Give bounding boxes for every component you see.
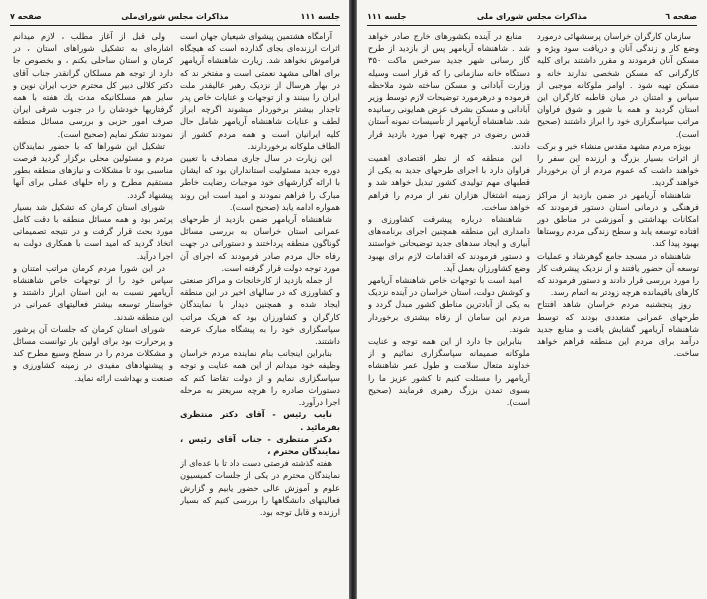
page-header xyxy=(367,10,697,24)
paragraph: بویژه مردم مشهد مقدس منشاء خیر و برکت از اثرات بسیار بزرگ و ارزنده این سفر را خواهند داشت که عموم مردم از آن برخوردار خواهند گردید. xyxy=(537,140,699,188)
page-number: صفحه ۷ xyxy=(10,12,42,21)
left-page xyxy=(0,0,350,599)
page-number: صفحه ٦ xyxy=(665,12,697,21)
chair-remark: نایب رئیس - آقای دکتر منتظری بفرمائید . xyxy=(180,409,340,432)
paragraph: در این شورا مردم کرمان مراتب امتنان و سپاس خود را از توجهات خاص شاهنشاه آریامهر نسبت به این استان ابراز داشتند و خواستار توسعه بیشتر فعالیتهای عمرانی در این منطقه شدند. xyxy=(13,262,173,322)
text-column-left xyxy=(368,30,530,595)
session-number: جلسه ۱۱۱ xyxy=(300,12,340,21)
session-number: جلسه ۱۱۱ xyxy=(367,12,407,21)
paragraph: منابع در آینده بکشورهای خارج صادر خواهد شد . شاهنشاه آریامهر پس از بازدید از طرح گاز رسانی شهر جدید سرخس ماکت ۳۵۰ دستگاه خانه سازمانی را که قرار است وسیله وزارت آبادانی و مسکن ساخته شود ملاحظه فرموده و درهرمورد توضیحات لازم توسط وزیر آبادانی و مسکن بشرف عرض همایونی رسانیده شد. شاهنشاه آریامهر از تأسیسات نمونه آستان قدس رضوی در چهره تهرا مورد بازدید قرار دادند. xyxy=(368,31,530,151)
paragraph: این منطقه که از نظر اقتصادی اهمیت فراوان دارد با اجرای طرحهای جدید به یکی از قطبهای مهم تولیدی کشور تبدیل خواهد شد و زمینه اشتغال هزاران نفر از مردم را فراهم خواهد ساخت. xyxy=(368,153,530,212)
text-column-right xyxy=(537,30,699,595)
paragraph: سازمان کارگران خراسان پرسشهائی درمورد وضع کار و زندگی آنان و دریافت سود ویژه و مسکن آنان فرمودند و مقرر داشتند برای کلیه کارگرانی که مسکن شخصی ندارند خانه و مسکن تهیه شود . اوامر ملوکانه موجبی از سپاس و امتنان در میان قاطبه کارگران این استان گردید و همه با شور و شوق فراوان مراتب سپاسگزاری خود را ابراز داشتند (صحیح است). xyxy=(537,31,699,139)
paragraph: شاهنشاه درباره پیشرفت کشاورزی و دامداری این منطقه همچنین اجرای برنامه‌های آبیاری و ایجاد سدهای جدید توضیحاتی خواستند و دستور فرمودند که اقدامات لازم برای بهبود وضع کشاورزان بعمل آید. xyxy=(368,214,530,273)
paragraph: شورای استان کرمان که تشکیل شد بسیار پرثمر بود و همه مسائل منطقه با دقت کامل مورد بحث قرار گرفت و در نتیجه تصمیماتی اتخاذ گردید که امید است با همکاری دولت به اجرا درآید. xyxy=(13,201,173,261)
publication-title: مذاکرات مجلس شورای ملی xyxy=(476,12,588,21)
paragraph: آرامگاه هشتمین پیشوای شیعیان جهان است اثرات ارزنده‌ای بجای گذارده است که هیچگاه فراموش نخواهد شد. زیارت شاهنشاه آریامهر برای اهالی مشهد نعمتی است و مفتخر ند که در بهار هرسال از نزدیک رهبر عالیقدر ملت ایران را ببینند و از توجهات و عنایات خاص پدر تاجدار بیشتر برخوردار میشوند اگرچه ابراز لطف و عنایات شاهنشاه آریامهر شامل حال کلیه ایرانیان است و همه مردم کشور از الطاف ملوکانه برخوردارند. xyxy=(180,31,340,151)
paragraph: روز پنجشنبه مردم خراسان شاهد افتتاح طرحهای عمرانی متعددی بودند که توسط شاهنشاه آریامهر گشایش یافت و منابع جدید درآمد برای مردم این منطقه فراهم خواهد ساخت. xyxy=(537,299,699,359)
text-column-right xyxy=(180,30,340,595)
header-rule xyxy=(367,25,697,27)
paragraph: تشکیل این شوراها که با حضور نمایندگان مردم و مسئولین محلی برگزار گردید فرصت مناسبی بود تا مشکلات و نیازهای منطقه بطور مستقیم مطرح و راه حلهای عملی برای آنها پیشنهاد گردد. xyxy=(13,140,173,200)
right-page xyxy=(357,0,707,599)
paragraph: امید است با توجهات خاص شاهنشاه آریامهر و کوشش دولت، استان خراسان در آینده نزدیک به یکی از آبادترین مناطق کشور مبدل گردد و مردم این سامان از رفاه بیشتری برخوردار شوند. xyxy=(368,275,530,334)
paragraph: بنابراین اینجانب بنام نماینده مردم خراسان وظیفه خود میدانم از این همه عنایت و توجه سپاسگزاری نمایم و از دولت تقاضا کنم که دستورات صادره را هرچه سریعتر به مرحله اجرا درآورد. xyxy=(180,348,340,408)
paragraph: ولی قبل از آغاز مطلب ، لازم میدانم اشاره‌ای به تشکیل شوراهای استان ، در کرمان و استان ساحلی بکنم ، و بخصوص جا دارد از توجه هم مسلکان گرانقدر جناب آقای دکتر کلالی دبیر کل محترم حزب ایران نوین و سایر هم مسلکانیکه مدت یك هفته با همه گرفتاریها خودشان را در جنوب شرقی ایران صرف امور حزبی و بررسی مسائل منطقه نمودند تشکر نمایم (صحیح است). xyxy=(13,31,173,139)
page-header xyxy=(10,10,340,24)
paragraph: شاهنشاه آریامهر ضمن بازدید از طرحهای عمرانی استان خراسان به بررسی مسائل گوناگون منطقه پرداختند و دستوراتی در جهت رفاه حال مردم صادر فرمودند که اجرای آن مورد توجه دولت قرار گرفته است. xyxy=(180,214,340,273)
paragraph: این زیارت در سال جاری مصادف با تعیین دوره جدید مسئولیت استانداران بود که ایشان با ارائه گزارشهای خود موجبات رضایت خاطر مبارک را فراهم نمودند و امید است این روند همواره ادامه یابد (صحیح است). xyxy=(180,153,340,212)
paragraph: شاهنشاه آریامهر در ضمن بازدید از مراکز فرهنگی و درمانی استان دستور فرمودند که امکانات بهداشتی و آموزشی در مناطق دور افتاده توسعه یابد و سطح زندگی مردم روستاها بهبود پیدا کند. xyxy=(537,189,699,249)
paragraph: شاهنشاه در مسجد جامع گوهرشاد و عملیات توسعه آن حضور یافتند و از نزدیک پیشرفت کار را مورد بررسی قرار دادند و دستور فرمودند که کارهای باقیمانده هرچه زودتر به اتمام رسد. xyxy=(537,250,699,298)
paragraph: شورای استان کرمان که جلسات آن پرشور و پرحرارت بود برای اولین بار توانست مسائل و مشکلات مردم را در سطح وسیع مطرح کند و پیشنهادهای مفیدی در زمینه کشاورزی و صنعت و بهداشت ارائه نماید. xyxy=(13,323,173,383)
paragraph: بنابراین جا دارد از این همه توجه و عنایت ملوکانه صمیمانه سپاسگزاری نمائیم و از خداوند متعال سلامت و طول عمر شاهنشاه آریامهر را مسئلت کنیم تا کشور عزیز ما را بسوی تمدن بزرگ رهبری فرمایند (صحیح است). xyxy=(368,336,530,408)
text-column-left xyxy=(13,30,173,595)
speaker-heading: دکتر منتظری - جناب آقای رئیس ، نمایندگان محترم ، xyxy=(180,433,340,456)
paragraph: از جمله بازدید از کارخانجات و مراکز صنعتی و کشاورزی که در سالهای اخیر در این منطقه ایجاد شده و همچنین دیدار با نمایندگان کارگران و کشاورزان بود که هریک مراتب سپاسگزاری خود را به پیشگاه مبارک عرضه داشتند. xyxy=(180,275,340,347)
header-rule xyxy=(10,25,340,27)
publication-title: مذاکرات مجلس شورای‌ملی xyxy=(121,12,229,21)
paragraph: هفته گذشته فرصتی دست داد تا با عده‌ای از نمایندگان محترم در یکی از جلسات کمیسیون علوم و آموزش عالی حضور یابیم و گزارش فعالیتهای دانشگاهها را بررسی کنیم که بسیار ارزنده و قابل توجه بود. xyxy=(180,458,340,517)
